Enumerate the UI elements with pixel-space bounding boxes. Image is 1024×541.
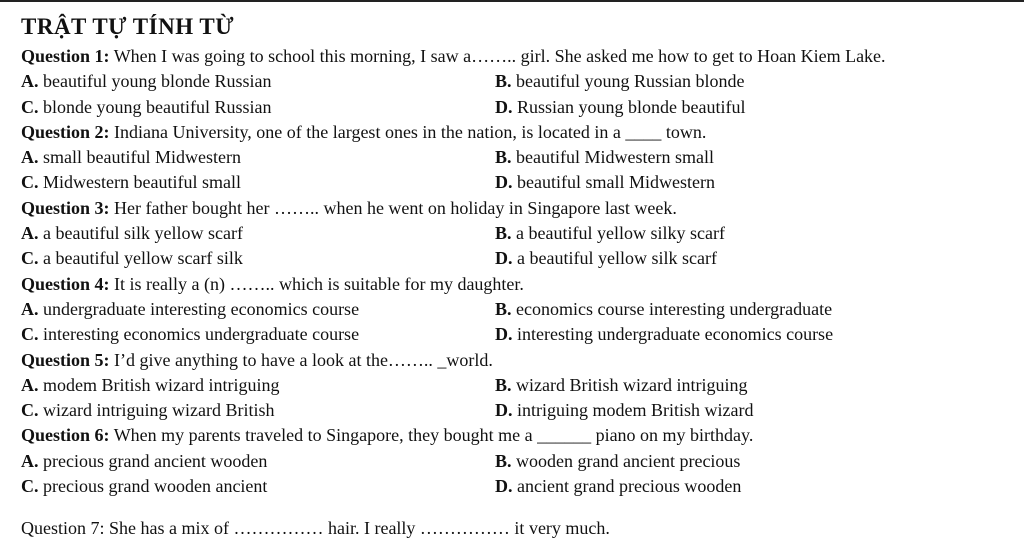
option-a[interactable] bbox=[21, 69, 495, 94]
option-a[interactable] bbox=[21, 373, 495, 398]
option-text: intriguing modem British wizard bbox=[512, 400, 754, 421]
option-letter: B. bbox=[495, 374, 512, 395]
option-b[interactable] bbox=[495, 373, 747, 398]
option-b[interactable] bbox=[495, 297, 832, 322]
options-row bbox=[21, 373, 1021, 398]
option-letter: D. bbox=[495, 400, 513, 421]
option-text: a beautiful yellow scarf silk bbox=[38, 248, 243, 269]
option-text: Midwestern beautiful small bbox=[38, 172, 241, 193]
options-row bbox=[21, 449, 1021, 474]
options-row bbox=[21, 69, 1021, 94]
options-row bbox=[21, 398, 1021, 423]
option-text: blonde young beautiful Russian bbox=[38, 96, 272, 117]
option-letter: C. bbox=[21, 172, 39, 193]
options-row bbox=[21, 246, 1021, 271]
option-letter: C. bbox=[21, 324, 39, 345]
option-c[interactable] bbox=[21, 95, 495, 120]
question-label: Question 1: bbox=[21, 46, 110, 66]
option-text: beautiful Midwestern small bbox=[511, 147, 714, 168]
option-letter: B. bbox=[495, 450, 512, 471]
question-label: Question 3: bbox=[21, 197, 110, 218]
option-letter: A. bbox=[21, 374, 39, 395]
option-letter: C. bbox=[21, 248, 39, 269]
option-c[interactable] bbox=[21, 170, 495, 195]
question-text: It is really a (n) …….. which is suitable for my daughter. bbox=[109, 273, 524, 294]
option-c[interactable] bbox=[21, 398, 495, 423]
option-text: ancient grand precious wooden bbox=[512, 476, 742, 497]
option-letter: D. bbox=[495, 324, 513, 345]
option-b[interactable] bbox=[495, 221, 725, 246]
option-text: precious grand ancient wooden bbox=[38, 450, 268, 471]
options-row bbox=[21, 145, 1021, 170]
option-d[interactable] bbox=[495, 95, 745, 120]
option-d[interactable] bbox=[495, 322, 833, 347]
option-d[interactable] bbox=[495, 398, 753, 423]
option-text: wizard intriguing wizard British bbox=[38, 400, 275, 421]
option-letter: B. bbox=[495, 71, 512, 92]
option-letter: A. bbox=[21, 298, 39, 319]
option-letter: A. bbox=[21, 223, 39, 244]
option-letter: A. bbox=[21, 147, 39, 168]
option-text: wooden grand ancient precious bbox=[511, 450, 741, 471]
option-a[interactable] bbox=[21, 297, 495, 322]
option-letter: B. bbox=[495, 147, 512, 168]
option-text: Russian young blonde beautiful bbox=[512, 96, 746, 117]
question-3 bbox=[21, 196, 1021, 221]
question-4 bbox=[21, 272, 1021, 297]
option-letter: D. bbox=[495, 172, 513, 193]
question-2 bbox=[21, 120, 1021, 145]
option-letter: D. bbox=[495, 248, 513, 269]
question-label: Question 2: bbox=[21, 121, 110, 142]
option-text: undergraduate interesting economics course bbox=[38, 298, 360, 319]
option-text: a beautiful yellow silky scarf bbox=[511, 223, 725, 244]
question-5 bbox=[21, 348, 1021, 373]
option-c[interactable] bbox=[21, 322, 495, 347]
option-text: economics course interesting undergraduate bbox=[511, 298, 833, 319]
option-text: interesting economics undergraduate course bbox=[38, 324, 360, 345]
option-text: beautiful small Midwestern bbox=[512, 172, 715, 193]
option-c[interactable] bbox=[21, 246, 495, 271]
option-text: beautiful young Russian blonde bbox=[511, 71, 745, 92]
option-letter: D. bbox=[495, 96, 513, 117]
option-letter: C. bbox=[21, 400, 39, 421]
options-row bbox=[21, 95, 1021, 120]
options-row bbox=[21, 297, 1021, 322]
option-d[interactable] bbox=[495, 474, 741, 499]
option-b[interactable] bbox=[495, 69, 745, 94]
question-text: Her father bought her …….. when he went on holiday in Singapore last week. bbox=[109, 197, 677, 218]
option-text: beautiful young blonde Russian bbox=[38, 71, 272, 92]
question-text: When I was going to school this morning, I saw a…….. girl. She asked me how to get to Hoan Kiem Lake. bbox=[109, 46, 886, 66]
option-letter: C. bbox=[21, 476, 39, 497]
question-text: I’d give anything to have a look at the…….. _world. bbox=[109, 349, 493, 370]
option-text: a beautiful yellow silk scarf bbox=[512, 248, 717, 269]
option-text: interesting undergraduate economics course bbox=[512, 324, 834, 345]
option-a[interactable] bbox=[21, 449, 495, 474]
option-text: modem British wizard intriguing bbox=[38, 374, 280, 395]
option-text: precious grand wooden ancient bbox=[38, 476, 268, 497]
question-label: Question 5: bbox=[21, 349, 110, 370]
options-row bbox=[21, 221, 1021, 246]
worksheet-title: TRẬT TỰ TÍNH TỪ bbox=[21, 14, 235, 39]
option-b[interactable] bbox=[495, 449, 740, 474]
question-label: Question 4: bbox=[21, 273, 110, 294]
option-text: wizard British wizard intriguing bbox=[511, 374, 748, 395]
option-b[interactable] bbox=[495, 145, 714, 170]
top-border bbox=[0, 0, 1024, 2]
option-letter: A. bbox=[21, 71, 39, 92]
option-letter: C. bbox=[21, 96, 39, 117]
option-letter: D. bbox=[495, 476, 513, 497]
options-row bbox=[21, 322, 1021, 347]
option-c[interactable] bbox=[21, 474, 495, 499]
option-letter: A. bbox=[21, 450, 39, 471]
option-text: a beautiful silk yellow scarf bbox=[38, 223, 243, 244]
question-text: Indiana University, one of the largest ones in the nation, is located in a ____ town. bbox=[109, 121, 707, 142]
option-a[interactable] bbox=[21, 221, 495, 246]
option-letter: B. bbox=[495, 298, 512, 319]
option-d[interactable] bbox=[495, 170, 715, 195]
option-text: small beautiful Midwestern bbox=[38, 147, 241, 168]
question-label: Question 6: bbox=[21, 425, 110, 446]
question-1 bbox=[21, 44, 1016, 69]
worksheet bbox=[21, 10, 1021, 499]
option-d[interactable] bbox=[495, 246, 717, 271]
options-row bbox=[21, 170, 1021, 195]
options-row bbox=[21, 474, 1021, 499]
question-7-partial: Question 7: She has a mix of …………… hair. I really …………… it very much. bbox=[21, 518, 610, 538]
question-6 bbox=[21, 423, 1021, 448]
question-text: When my parents traveled to Singapore, they bought me a ______ piano on my birthday. bbox=[109, 425, 754, 446]
option-letter: B. bbox=[495, 223, 512, 244]
option-a[interactable] bbox=[21, 145, 495, 170]
